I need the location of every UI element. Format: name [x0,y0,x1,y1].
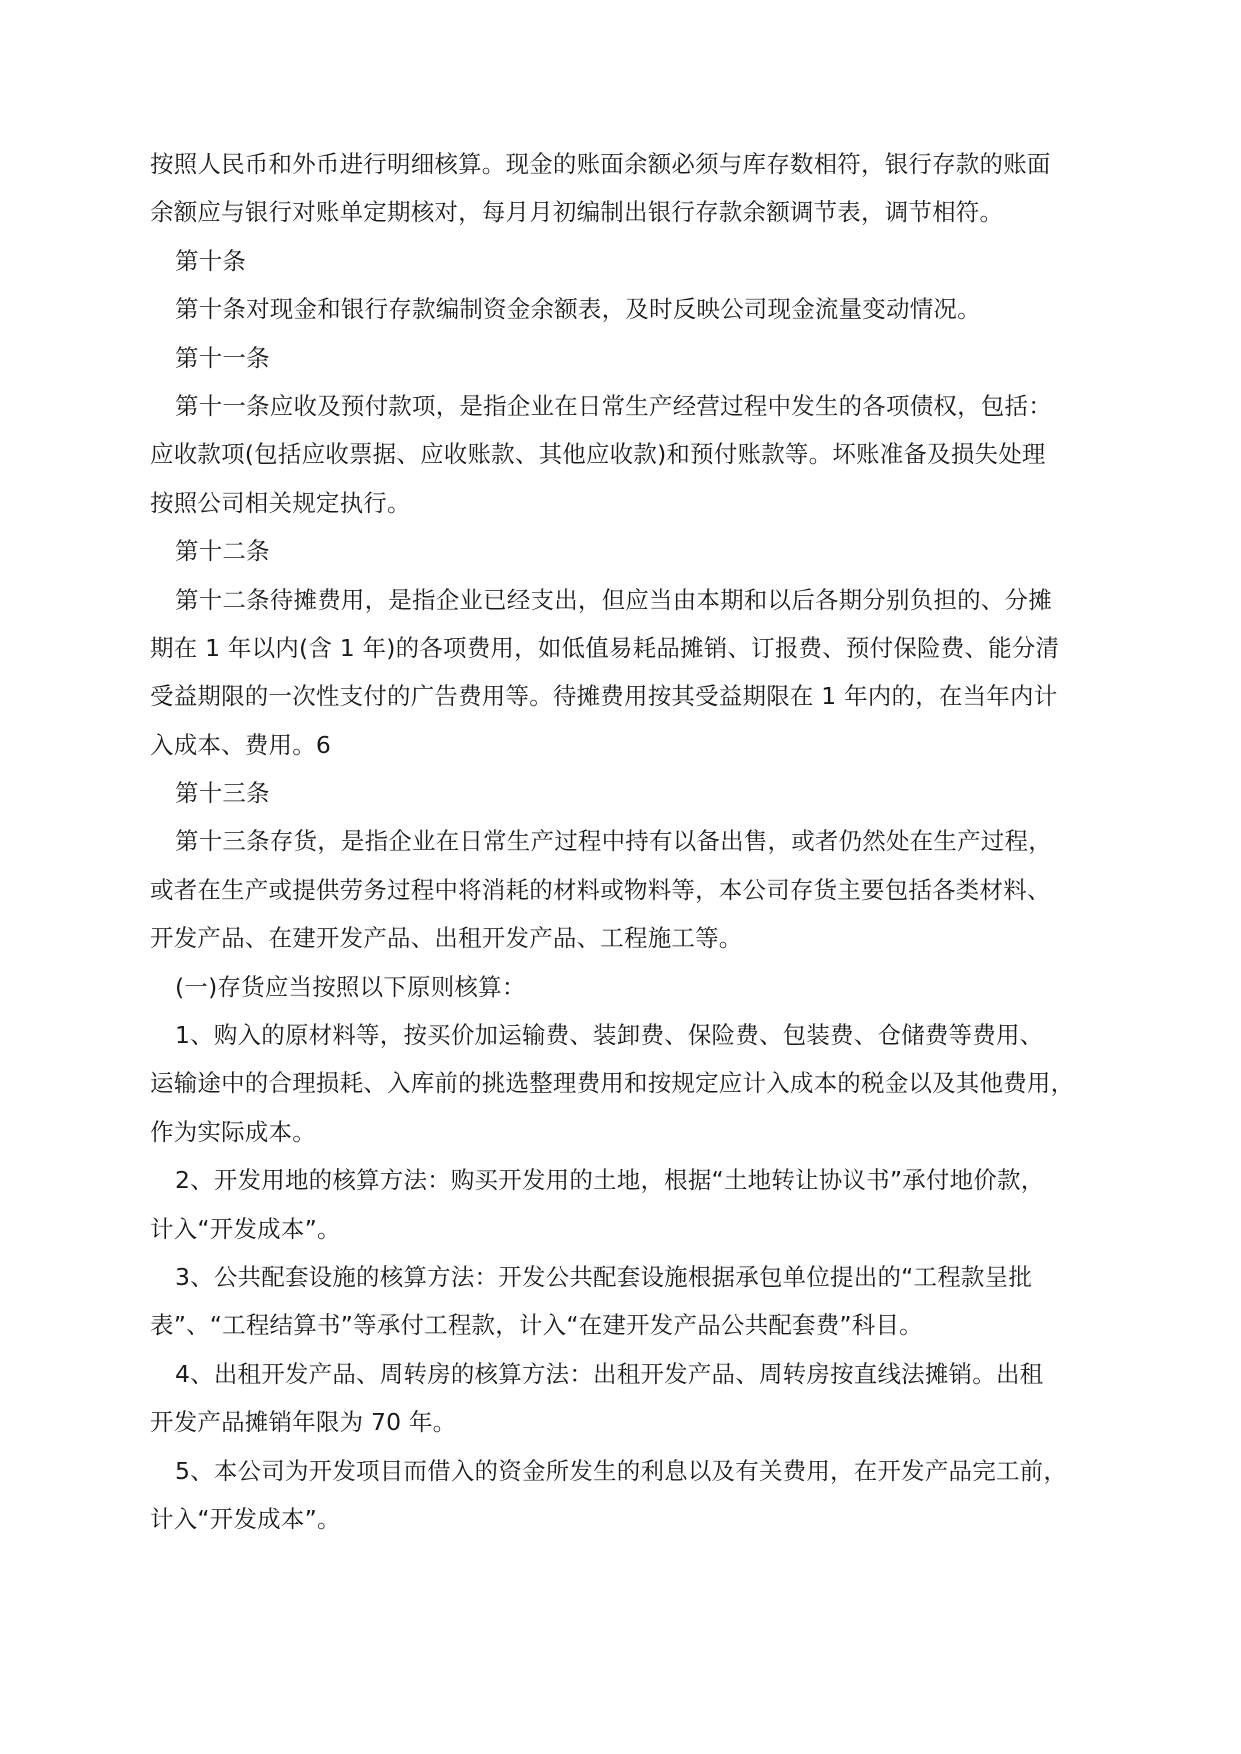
text-line: 作为实际成本。 [150,1117,316,1146]
text-line: 第十条对现金和银行存款编制资金余额表，及时反映公司现金流量变动情况。 [175,295,981,324]
text-line: 按照人民币和外币进行明细核算。现金的账面余额必须与库存数相符，银行存款的账面 [150,150,1051,178]
text-line: 1、购入的原材料等，按买价加运输费、装卸费、保险费、包装费、仓储费等费用、 [175,1021,1044,1050]
text-line: 入成本、费用。6 [150,730,332,759]
text-line: 第十三条 [175,779,270,808]
text-line: 第十二条待摊费用，是指企业已经支出，但应当由本期和以后各期分别负担的、分摊 [175,585,1052,614]
text-line: 余额应与银行对账单定期核对，每月月初编制出银行存款余额调节表，调节相符。 [150,198,1004,227]
text-line: 第十一条应收及预付款项，是指企业在日常生产经营过程中发生的各项债权，包括： [175,391,1052,420]
text-line: 第十二条 [175,537,270,566]
text-line: 计入“开发成本”。 [150,1214,341,1243]
text-line: 应收款项(包括应收票据、应收账款、其他应收款)和预付账款等。坏账准备及损失处理 [150,440,1046,469]
text-line: 2、开发用地的核算方法：购买开发用的土地，根据“土地转让协议书”承付地价款， [175,1166,1045,1195]
text-line: 第十三条存货，是指企业在日常生产过程中持有以备出售，或者仍然处在生产过程， [175,827,1052,856]
text-line: 3、公共配套设施的核算方法：开发公共配套设施根据承包单位提出的“工程款呈批 [175,1262,1033,1291]
text-line: (一)存货应当按照以下原则核算： [175,972,526,1001]
text-line: 开发产品摊销年限为 70 年。 [150,1408,457,1437]
text-line: 受益期限的一次性支付的广告费用等。待摊费用按其受益期限在 1 年内的，在当年内计 [150,682,1058,711]
text-line: 开发产品、在建开发产品、出租开发产品、工程施工等。 [150,924,743,953]
text-line: 第十一条 [175,343,270,372]
text-line: 第十条 [175,246,247,275]
text-line: 5、本公司为开发项目而借入的资金所发生的利息以及有关费用，在开发产品完工前， [175,1456,1068,1485]
text-line: 表”、“工程结算书”等承付工程款，计入“在建开发产品公共配套费”科目。 [150,1311,923,1340]
text-line: 4、出租开发产品、周转房的核算方法：出租开发产品、周转房按直线法摊销。出租 [175,1359,1044,1388]
document-page [150,140,1095,1543]
text-line: 按照公司相关规定执行。 [150,488,411,517]
text-line: 期在 1 年以内(含 1 年)的各项费用，如低值易耗品摊销、订报费、预付保险费、能分清 [150,633,1060,662]
text-line: 计入“开发成本”。 [150,1504,341,1533]
text-line: 或者在生产或提供劳务过程中将消耗的材料或物料等，本公司存货主要包括各类材料、 [150,875,1051,904]
text-line: 运输途中的合理损耗、入库前的挑选整理费用和按规定应计入成本的税金以及其他费用， [150,1069,1075,1098]
